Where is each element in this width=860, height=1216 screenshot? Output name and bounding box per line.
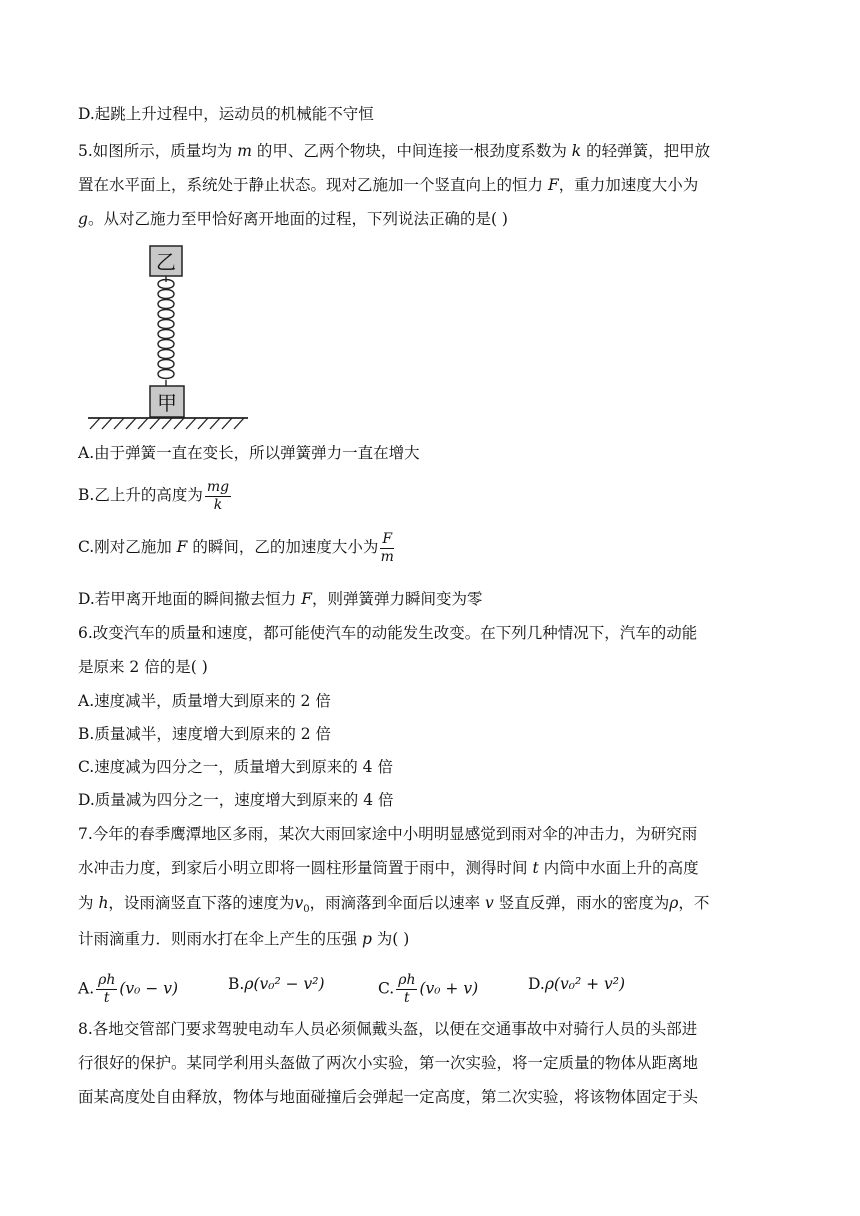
text: C.刚对乙施加: [78, 538, 177, 556]
q7-option-a: [78, 972, 178, 1007]
q4-option-d: D.起跳上升过程中，运动员的机械能不守恒: [78, 105, 374, 123]
q7-stem-line-1: 7.今年的春季鹰潭地区多雨，某次大雨回家途中小明明显感觉到雨对伞的冲击力，为研究雨: [78, 825, 698, 843]
fraction-rho-h-over-t: [96, 972, 117, 1007]
var-g: g: [78, 210, 88, 228]
q7-stem-line-2: [78, 858, 699, 878]
var-h: h: [98, 894, 109, 912]
text: ，雨滴落到伞面后以速率: [309, 894, 486, 912]
q5-option-c: [78, 530, 396, 566]
q6-option-b: B.质量减半，速度增大到原来的 2 倍: [78, 725, 332, 743]
q6-stem-line-2: 是原来 2 倍的是( ): [78, 658, 208, 676]
q6-option-a: A.速度减半，质量增大到原来的 2 倍: [78, 692, 331, 710]
text: ，重力加速度大小为: [558, 176, 699, 194]
denominator: t: [404, 990, 410, 1006]
numerator: F: [382, 530, 393, 547]
text: B.乙上升的高度为: [78, 486, 203, 504]
q7-stem-line-3: [78, 893, 709, 920]
subscript-0: 0: [303, 904, 310, 916]
q6-stem-line-1: 6.改变汽车的质量和速度，都可能使汽车的动能发生改变。在下列几种情况下，汽车的动能: [78, 624, 698, 642]
expression: (v₀ − v): [119, 979, 179, 998]
var-v: v: [485, 894, 494, 912]
q5-option-d: [78, 589, 483, 609]
fraction-rho-h-over-t: [396, 972, 417, 1007]
text: 为: [78, 894, 99, 912]
numerator: ρh: [98, 972, 116, 988]
denominator: m: [380, 548, 394, 565]
text: 竖直反弹，雨水的密度为: [493, 894, 670, 912]
var-k: k: [571, 142, 582, 160]
q7-stem-line-4: [78, 929, 409, 949]
label: A.: [78, 979, 95, 998]
text: 的瞬间，乙的加速度大小为: [187, 538, 379, 556]
denominator: t: [103, 990, 110, 1006]
q7-option-d: [528, 972, 625, 996]
var-p: p: [361, 930, 372, 948]
text: 为( ): [371, 930, 410, 948]
text: 水冲击力度，到家后小明立即将一圆柱形量筒置于雨中，测得时间: [78, 859, 533, 877]
q8-stem-line-2: 行很好的保护。某同学利用头盔做了两次小实验，第一次实验，将一定质量的物体从距离地: [78, 1054, 699, 1072]
spring-blocks-diagram: [78, 238, 258, 433]
var-rho: ρ: [669, 894, 679, 912]
expression: (v₀ + v): [419, 979, 479, 998]
var-F: F: [176, 538, 188, 556]
spring: [158, 276, 174, 386]
text: ，则弹簧弹力瞬间变为零: [312, 590, 483, 608]
q7-option-b: [228, 972, 325, 996]
label: D.: [528, 975, 545, 993]
text: 5.如图所示，质量均为: [78, 142, 238, 160]
expression: ρ(v₀² − v²): [244, 975, 325, 993]
q5-option-a: A.由于弹簧一直在变长，所以弹簧弹力一直在增大: [78, 444, 420, 462]
numerator: ρh: [398, 972, 416, 988]
label: C.: [378, 979, 395, 998]
text: 。从对乙施力至甲恰好离开地面的过程，下列说法正确的是( ): [87, 210, 508, 228]
text: 内筒中水面上升的高度: [538, 859, 699, 877]
q8-stem-line-1: 8.各地交管部门要求驾驶电动车人员必须佩戴头盔，以便在交通事故中对骑行人员的头部进: [78, 1020, 698, 1038]
ground-hatch: [90, 418, 244, 429]
var-t: t: [532, 859, 539, 877]
text: 置在水平面上，系统处于静止状态。现对乙施加一个竖直向上的恒力: [78, 176, 548, 194]
q5-stem-line-3: [78, 209, 508, 229]
var-F: F: [547, 176, 559, 194]
q5-stem-line-2: [78, 175, 698, 195]
text: D.若甲离开地面的瞬间撤去恒力: [78, 590, 302, 608]
block-top-label: 乙: [156, 250, 176, 274]
numerator: mg: [206, 478, 230, 495]
expression: ρ(v₀² + v²): [544, 975, 626, 993]
fraction-F-over-m: [380, 531, 394, 566]
var-v0: v: [294, 894, 304, 912]
text: ，设雨滴竖直下落的速度为: [108, 894, 295, 912]
q6-option-d: D.质量减为四分之一，速度增大到原来的 4 倍: [78, 791, 394, 809]
text: 的甲、乙两个物块，中间连接一根劲度系数为: [251, 142, 572, 160]
var-F: F: [301, 590, 312, 608]
block-bottom-label: 甲: [157, 391, 177, 415]
denominator: k: [213, 496, 223, 513]
text: ，不: [678, 894, 710, 912]
fraction-mg-over-k: [205, 479, 231, 514]
q5-option-b: [78, 478, 233, 514]
text: 的轻弹簧，把甲放: [581, 142, 711, 160]
label: B.: [228, 975, 245, 993]
q6-option-c: C.速度减为四分之一，质量增大到原来的 4 倍: [78, 758, 393, 776]
text: 计雨滴重力．则雨水打在伞上产生的压强: [78, 930, 362, 948]
var-m: m: [237, 142, 252, 160]
q5-stem-line-1: [78, 141, 710, 161]
q8-stem-line-3: 面某高度处自由释放，物体与地面碰撞后会弹起一定高度，第二次实验，将该物体固定于头: [78, 1088, 699, 1106]
q7-option-c: [378, 972, 478, 1007]
